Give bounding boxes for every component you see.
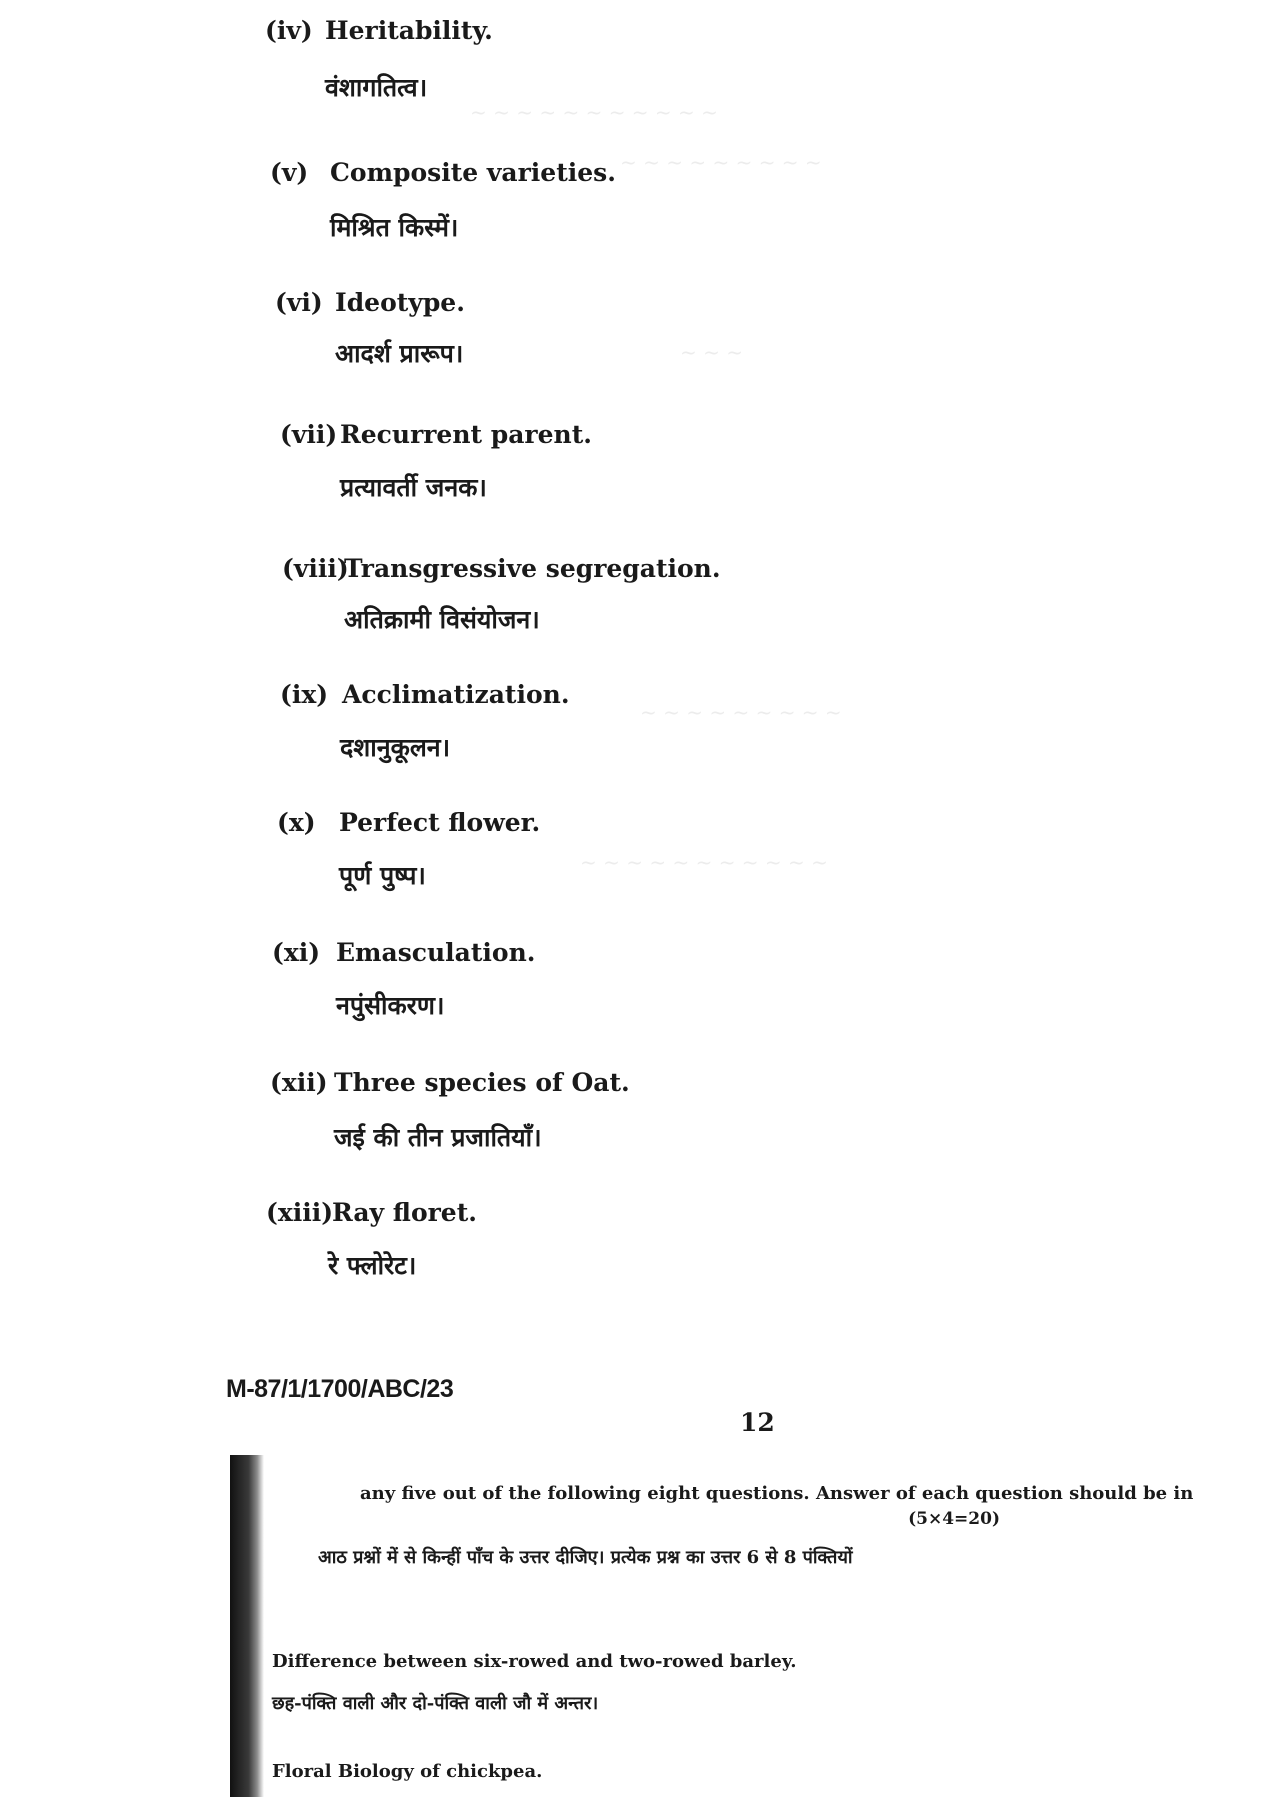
item-term-hindi: जई की तीन प्रजातियाँ।: [334, 1123, 542, 1152]
item-term-english: Transgressive segregation.: [344, 554, 721, 583]
bleed-through-mark: ~ ~ ~ ~ ~ ~ ~ ~ ~: [620, 150, 822, 174]
bleed-through-mark: ~ ~ ~ ~ ~ ~ ~ ~ ~ ~ ~: [470, 100, 718, 124]
item-term-english: Emasculation.: [336, 938, 536, 967]
item-number: (x): [277, 808, 316, 837]
item-term-english: Ray floret.: [332, 1198, 477, 1227]
item-term-english: Acclimatization.: [342, 680, 570, 709]
item-number: (viii): [282, 554, 349, 583]
item-number: (vi): [275, 288, 323, 317]
item-term-hindi: पूर्ण पुष्प।: [339, 861, 426, 890]
question-english: Difference between six-rowed and two-rowed barley.: [272, 1651, 797, 1672]
bleed-through-mark: ~ ~ ~ ~ ~ ~ ~ ~ ~: [640, 700, 842, 724]
item-number: (ix): [280, 680, 329, 709]
item-term-hindi: नपुंसीकरण।: [336, 991, 445, 1020]
item-term-hindi: वंशागतित्व।: [325, 73, 428, 102]
item-term-english: Recurrent parent.: [340, 420, 592, 449]
item-number: (v): [270, 158, 309, 187]
question-english: Floral Biology of chickpea.: [272, 1761, 543, 1782]
marks-label: (5×4=20): [908, 1509, 1000, 1529]
question-hindi: छह-पंक्ति वाली और दो-पंक्ति वाली जौ में अन्तर।: [272, 1693, 599, 1714]
paper-code: M-87/1/1700/ABC/23: [226, 1375, 454, 1403]
item-term-hindi: रे फ्लोरेट।: [328, 1251, 417, 1280]
item-number: (vii): [280, 420, 338, 449]
item-term-english: Composite varieties.: [330, 158, 616, 187]
item-number: (xiii): [266, 1198, 334, 1227]
bleed-through-mark: ~ ~ ~: [680, 340, 743, 364]
bleed-through-mark: ~ ~ ~ ~ ~ ~ ~ ~ ~ ~ ~: [580, 850, 828, 874]
item-term-hindi: आदर्श प्रारूप।: [335, 339, 464, 368]
item-term-english: Perfect flower.: [339, 808, 541, 837]
item-term-english: Heritability.: [325, 16, 493, 45]
instruction-english: any five out of the following eight questions. Answer of each question should be in: [360, 1483, 1194, 1504]
item-number: (xii): [270, 1068, 328, 1097]
next-page-section: [230, 1455, 1194, 1797]
binding-shadow: [230, 1455, 264, 1797]
instruction-hindi: आठ प्रश्नों में से किन्हीं पाँच के उत्तर दीजिए। प्रत्येक प्रश्न का उत्तर 6 से 8 पंक्तियों: [318, 1547, 853, 1568]
item-term-english: Three species of Oat.: [334, 1068, 630, 1097]
item-term-english: Ideotype.: [335, 288, 465, 317]
item-term-hindi: अतिक्रामी विसंयोजन।: [344, 605, 540, 634]
item-term-hindi: मिश्रित किस्में।: [330, 213, 459, 242]
item-term-hindi: दशानुकूलन।: [340, 733, 451, 762]
item-term-hindi: प्रत्यावर्ती जनक।: [340, 473, 487, 502]
item-number: (xi): [272, 938, 321, 967]
item-number: (iv): [265, 16, 313, 45]
page-number: 12: [740, 1408, 775, 1437]
